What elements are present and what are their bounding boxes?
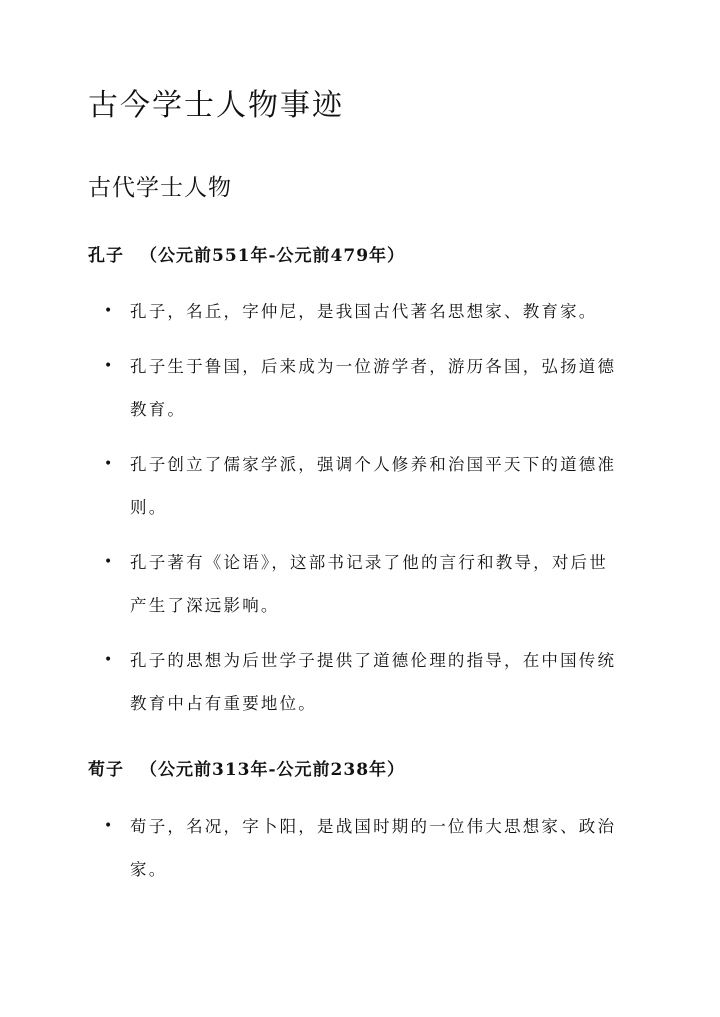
person-dates: （公元前313年-公元前238年）	[140, 760, 406, 780]
bullet-icon: •	[104, 554, 115, 570]
bullet-icon: •	[104, 652, 115, 668]
person-dates: （公元前551年-公元前479年）	[140, 246, 406, 266]
document-title: 古今学士人物事迹	[88, 88, 344, 123]
bullet-icon: •	[104, 303, 115, 319]
list-item	[104, 443, 624, 529]
list-item-text: 孔子，名丘，字仲尼，是我国古代著名思想家、教育家。	[130, 302, 598, 321]
list-item	[104, 345, 624, 431]
bullet-icon: •	[104, 818, 115, 834]
bullet-list-xunzi	[104, 805, 624, 903]
person-heading-xunzi	[88, 758, 405, 782]
person-heading-confucius	[88, 244, 405, 268]
bullet-icon: •	[104, 358, 115, 374]
bullet-list-confucius	[104, 290, 624, 737]
list-item	[104, 805, 624, 891]
list-item-text: 孔子的思想为后世学子提供了道德伦理的指导，在中国传统教育中占有重要地位。	[130, 651, 617, 713]
list-item-text: 荀子，名况，字卜阳，是战国时期的一位伟大思想家、政治家。	[130, 817, 617, 879]
list-item-text: 孔子生于鲁国，后来成为一位游学者，游历各国，弘扬道德教育。	[130, 357, 617, 419]
list-item	[104, 290, 624, 333]
bullet-icon: •	[104, 456, 115, 472]
list-item-text: 孔子著有《论语》，这部书记录了他的言行和教导，对后世产生了深远影响。	[130, 553, 608, 615]
section-title: 古代学士人物	[88, 175, 232, 201]
person-name: 荀子	[88, 760, 124, 780]
list-item-text: 孔子创立了儒家学派，强调个人修养和治国平天下的道德准则。	[130, 455, 617, 517]
list-item	[104, 541, 624, 627]
person-name: 孔子	[88, 246, 124, 266]
list-item	[104, 639, 624, 725]
